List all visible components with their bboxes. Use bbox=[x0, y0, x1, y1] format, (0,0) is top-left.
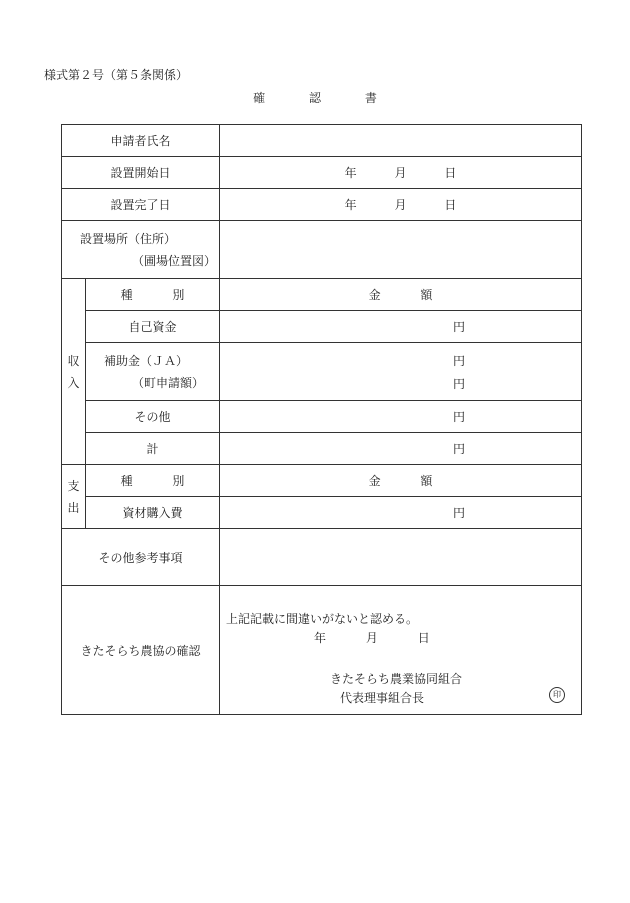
complete-date-field[interactable] bbox=[220, 189, 582, 221]
row-ja-confirmation bbox=[62, 586, 582, 715]
own-funds-label: 自己資金 bbox=[86, 311, 220, 343]
row-income-total bbox=[62, 433, 582, 465]
subsidy-town-yen: 円 bbox=[453, 376, 466, 391]
type-char: 種 bbox=[120, 474, 133, 488]
row-start-date bbox=[62, 157, 582, 189]
row-other-income bbox=[62, 401, 582, 433]
ja-confirm-field bbox=[220, 586, 582, 715]
row-own-funds bbox=[62, 311, 582, 343]
type-char: 別 bbox=[172, 288, 185, 302]
month-label: 月 bbox=[394, 166, 407, 180]
seal-mark: 印 bbox=[549, 687, 565, 703]
other-notes-label: その他参考事項 bbox=[62, 529, 220, 586]
amount-char: 額 bbox=[420, 474, 433, 488]
materials-label: 資材購入費 bbox=[86, 497, 220, 529]
type-char: 種 bbox=[120, 288, 133, 302]
subsidy-ja-yen: 円 bbox=[453, 353, 466, 368]
title-char: 確 bbox=[253, 91, 266, 105]
income-amount-header bbox=[220, 279, 582, 311]
row-other-notes bbox=[62, 529, 582, 586]
location-field[interactable] bbox=[220, 221, 582, 279]
amount-char: 額 bbox=[420, 288, 433, 302]
expense-group-label bbox=[62, 465, 86, 529]
year-label: 年 bbox=[344, 198, 357, 212]
row-complete-date bbox=[62, 189, 582, 221]
row-expense-header bbox=[62, 465, 582, 497]
other-income-amount[interactable]: 円 bbox=[220, 401, 582, 433]
title-char: 認 bbox=[308, 91, 321, 105]
income-total-amount[interactable]: 円 bbox=[220, 433, 582, 465]
income-group-label bbox=[62, 279, 86, 465]
income-char: 収 bbox=[67, 353, 80, 368]
location-label-line2: （圃場位置図） bbox=[132, 254, 217, 268]
expense-type-header bbox=[86, 465, 220, 497]
subsidy-label bbox=[86, 343, 220, 401]
own-funds-amount[interactable]: 円 bbox=[220, 311, 582, 343]
day-label: 日 bbox=[417, 631, 430, 645]
confirmation-form-table bbox=[61, 124, 582, 715]
other-income-label: その他 bbox=[86, 401, 220, 433]
start-date-label: 設置開始日 bbox=[62, 157, 220, 189]
start-date-field[interactable] bbox=[220, 157, 582, 189]
location-label-line1: 設置場所（住所） bbox=[80, 232, 177, 246]
income-type-header bbox=[86, 279, 220, 311]
form-number: 様式第２号（第５条関係） bbox=[44, 68, 189, 82]
document-title bbox=[0, 89, 630, 106]
amount-char: 金 bbox=[368, 288, 381, 302]
expense-char: 出 bbox=[67, 500, 80, 515]
applicant-name-label: 申請者氏名 bbox=[62, 125, 220, 157]
title-char: 書 bbox=[364, 91, 377, 105]
representative-title: 代表理事組合長 bbox=[340, 691, 425, 705]
applicant-name-field[interactable] bbox=[220, 125, 582, 157]
other-notes-field[interactable] bbox=[220, 529, 582, 586]
complete-date-label: 設置完了日 bbox=[62, 189, 220, 221]
expense-char: 支 bbox=[67, 478, 80, 493]
subsidy-label-line2: （町申請額） bbox=[132, 376, 205, 390]
row-subsidy bbox=[62, 343, 582, 401]
confirm-date[interactable] bbox=[296, 629, 448, 646]
month-label: 月 bbox=[365, 631, 378, 645]
month-label: 月 bbox=[394, 198, 407, 212]
org-name: きたそらち農業協同組合 bbox=[330, 672, 463, 686]
day-label: 日 bbox=[444, 166, 457, 180]
location-label bbox=[62, 221, 220, 279]
day-label: 日 bbox=[444, 198, 457, 212]
materials-amount[interactable]: 円 bbox=[220, 497, 582, 529]
row-applicant-name bbox=[62, 125, 582, 157]
expense-amount-header bbox=[220, 465, 582, 497]
income-total-label: 計 bbox=[86, 433, 220, 465]
subsidy-amount[interactable] bbox=[220, 343, 582, 401]
amount-char: 金 bbox=[368, 474, 381, 488]
year-label: 年 bbox=[344, 166, 357, 180]
row-materials bbox=[62, 497, 582, 529]
ja-confirm-label: きたそらち農協の確認 bbox=[62, 586, 220, 715]
confirm-statement: 上記記載に間違いがないと認める。 bbox=[226, 612, 419, 626]
row-income-header bbox=[62, 279, 582, 311]
row-location bbox=[62, 221, 582, 279]
income-char: 入 bbox=[67, 375, 80, 390]
year-label: 年 bbox=[314, 631, 327, 645]
type-char: 別 bbox=[172, 474, 185, 488]
subsidy-label-line1: 補助金（ＪＡ） bbox=[104, 354, 189, 368]
